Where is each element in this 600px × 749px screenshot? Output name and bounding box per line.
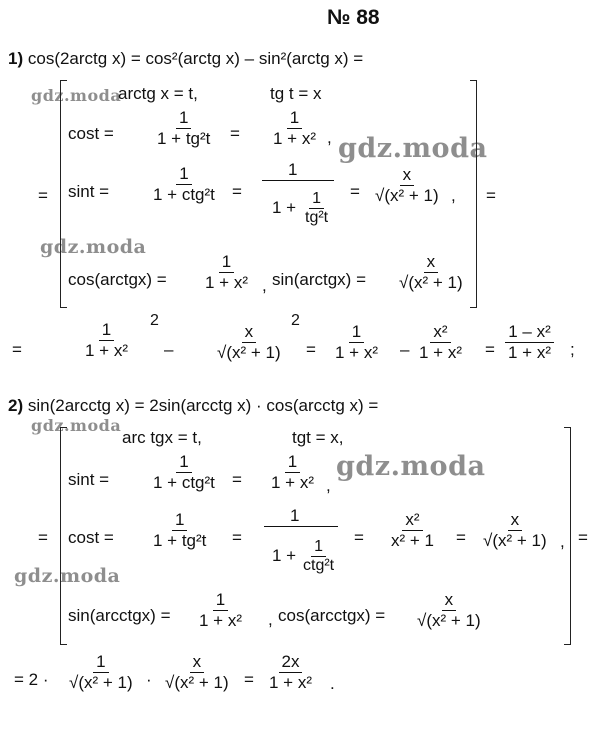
frac-19 [66, 652, 136, 693]
frac-nested [302, 190, 331, 227]
part1-number: 1) [8, 49, 24, 68]
left-bracket [60, 427, 67, 645]
numerator: 1 [219, 252, 234, 273]
sub-left: arc tgx = t, [122, 428, 202, 447]
numerator: x [400, 165, 415, 186]
equals-sign: = [38, 186, 48, 205]
denominator: √(x² + 1) [399, 273, 463, 292]
comma: , [327, 128, 332, 147]
denominator: 1 + x² [269, 673, 312, 692]
frac-21 [266, 652, 315, 693]
sub-right: tg t = x [270, 84, 322, 103]
numerator: x² [402, 510, 422, 531]
denominator: √(x² + 1) [483, 531, 547, 550]
numerator: 1 [99, 320, 114, 341]
frac-15 [388, 510, 437, 551]
comma: , [268, 610, 273, 629]
frac-9 [332, 322, 381, 363]
watermark: gdz.moda [31, 86, 122, 105]
denominator: 1 + x² [273, 129, 316, 148]
frac-18 [414, 590, 484, 631]
numerator: x [190, 652, 205, 673]
frac-6 [396, 252, 466, 293]
frac-17 [196, 590, 245, 631]
watermark: gdz.moda [40, 236, 147, 258]
page-title: № 88 [327, 6, 380, 29]
sub-right: tgt = x, [292, 428, 344, 447]
frac-5 [202, 252, 251, 293]
denominator: 1 + x² [419, 343, 462, 362]
sin-lhs: sint = [68, 470, 110, 489]
equals-sign: = [486, 186, 496, 205]
denominator: 1 + tg²t [153, 531, 207, 550]
numerator: 1 [172, 510, 187, 531]
semicolon: ; [570, 340, 575, 359]
numerator: x [442, 590, 457, 611]
numerator: x [508, 510, 523, 531]
part1-equation: cos(2arctg x) = cos²(arctg x) – sin²(arctg x) = [27, 49, 364, 68]
equals-sign: = [350, 182, 360, 201]
cos-result: cos(arcctgx) = [278, 606, 386, 625]
sin-result: sin(arctgx) = [272, 270, 366, 289]
denominator: 1 + ctg²t [153, 185, 215, 204]
watermark: gdz.moda [31, 416, 122, 435]
frac-8 [214, 322, 284, 363]
cos-lhs: cost = [68, 124, 114, 143]
numerator: 2x [279, 652, 303, 673]
denominator: √(x² + 1) [165, 673, 229, 692]
frac-4 [372, 165, 442, 206]
denominator: tg²t [305, 209, 329, 226]
period: . [330, 674, 335, 693]
part2-number: 2) [8, 396, 24, 415]
numerator: 1 – x² [505, 322, 554, 343]
denominator: 1 + x² [508, 343, 551, 362]
denominator: √(x² + 1) [217, 343, 281, 362]
denominator: √(x² + 1) [375, 186, 439, 205]
equals-sign: = [38, 528, 48, 547]
sub-left: arctg x = t, [118, 84, 198, 103]
equals-sign: = [578, 528, 588, 547]
denominator: 1 + tg²t [157, 129, 211, 148]
numerator: 1 [288, 160, 298, 179]
equals-sign: = [232, 470, 242, 489]
frac-nested [300, 538, 337, 575]
frac-2 [270, 108, 319, 149]
comma: , [326, 476, 331, 495]
numerator: 1 [176, 452, 191, 473]
part2-header [8, 396, 378, 416]
denominator: 1 + x² [85, 341, 128, 360]
numerator: x [242, 322, 257, 343]
cos-result: cos(arctgx) = [68, 270, 167, 289]
denominator: x² + 1 [391, 531, 434, 550]
frac-1 [154, 108, 213, 149]
minus-sign: – [164, 340, 174, 359]
equals-sign: = [485, 340, 495, 359]
nested-term: 1 + [272, 546, 297, 565]
frac-11 [505, 322, 554, 363]
nested-term: 1 + [272, 198, 297, 217]
equals-sign: = [456, 528, 466, 547]
right-bracket [470, 80, 477, 308]
equals-sign: = [354, 528, 364, 547]
part1-header [8, 49, 363, 69]
sin-result: sin(arcctgx) = [68, 606, 171, 625]
comma: , [262, 276, 267, 295]
denominator: 1 + ctg²t [153, 473, 215, 492]
watermark: gdz.moda [336, 451, 486, 482]
frac-12 [150, 452, 218, 493]
fraction-bar [262, 180, 334, 181]
numerator: 1 [213, 590, 228, 611]
numerator: 1 [290, 506, 300, 525]
numerator: 1 [176, 108, 191, 129]
frac-16 [480, 510, 550, 551]
frac-13 [268, 452, 317, 493]
numerator: 1 [309, 190, 324, 209]
frac-14 [150, 510, 209, 551]
right-bracket [564, 427, 571, 645]
fraction-bar [264, 526, 338, 527]
numerator: x² [430, 322, 450, 343]
denominator: 1 + x² [335, 343, 378, 362]
numerator: 1 [311, 538, 326, 557]
part2-equation: sin(2arcctg x) = 2sin(arcctg x) · cos(arcctg x) = [27, 396, 379, 415]
watermark: gdz.moda [14, 565, 121, 587]
exponent: 2 [150, 312, 159, 329]
left-bracket [60, 80, 67, 308]
frac-10 [416, 322, 465, 363]
equals-sign: = [230, 124, 240, 143]
equals-sign: = [244, 670, 254, 689]
numerator: x [424, 252, 439, 273]
denominator: 1 + x² [199, 611, 242, 630]
denominator: ctg²t [303, 557, 335, 574]
equals-sign: = [232, 528, 242, 547]
frac-20 [162, 652, 232, 693]
numerator: 1 [285, 452, 300, 473]
equals-sign: = [12, 340, 22, 359]
frac-3 [150, 164, 218, 205]
comma: , [560, 532, 565, 551]
denominator: 1 + x² [205, 273, 248, 292]
comma: , [451, 186, 456, 205]
equals-sign: = [232, 182, 242, 201]
frac-7 [82, 320, 131, 361]
denominator: √(x² + 1) [69, 673, 133, 692]
numerator: 1 [287, 108, 302, 129]
sin-lhs: sint = [68, 182, 110, 201]
multiply-dot: · [146, 670, 152, 689]
numerator: 1 [349, 322, 364, 343]
watermark: gdz.moda [338, 133, 488, 164]
exponent: 2 [291, 312, 300, 329]
cos-lhs: cost = [68, 528, 114, 547]
numerator: 1 [93, 652, 108, 673]
denominator: √(x² + 1) [417, 611, 481, 630]
numerator: 1 [176, 164, 191, 185]
equals-sign: = [306, 340, 316, 359]
final-start: = 2 · [14, 670, 49, 689]
denominator: 1 + x² [271, 473, 314, 492]
minus-sign: – [400, 340, 410, 359]
